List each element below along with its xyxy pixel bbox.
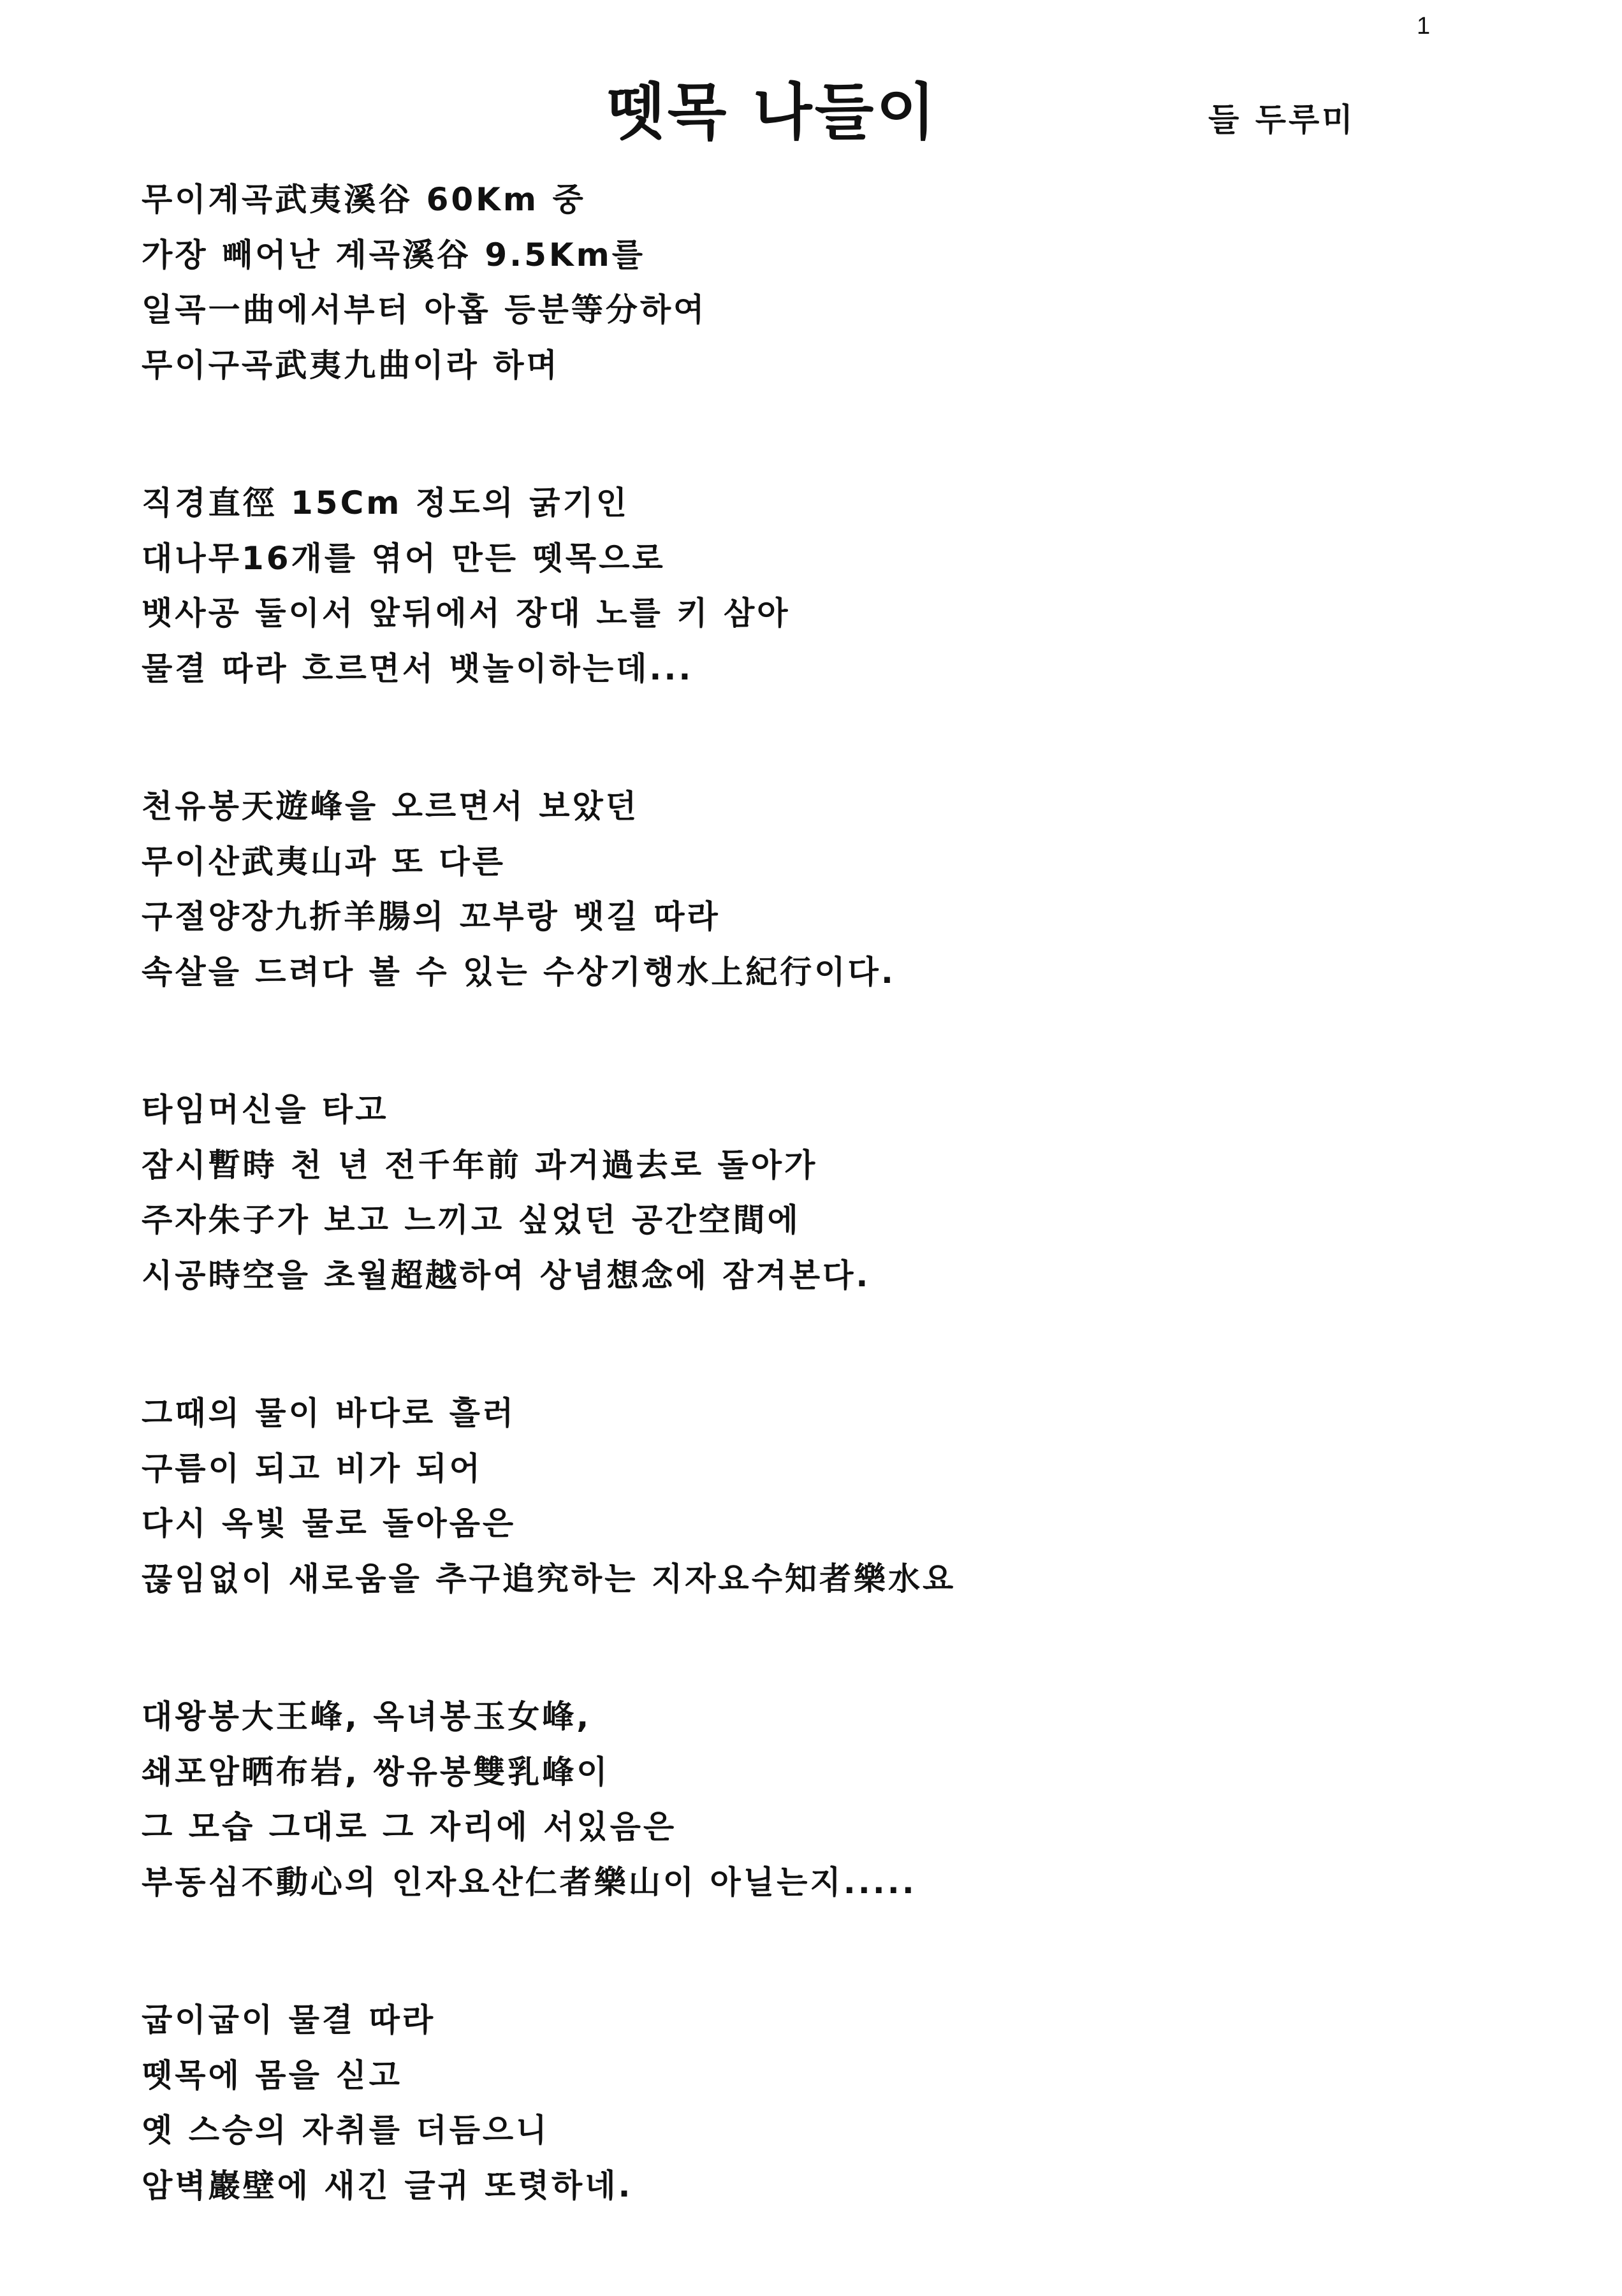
poem-line: 옛 스승의 자취를 더듬으니: [142, 2112, 550, 2149]
poem-line: 그때의 물이 바다로 흘러: [142, 1395, 516, 1432]
stanza-2: [142, 476, 1449, 696]
stanza-4: [142, 1082, 1449, 1303]
poem-line: 그 모습 그대로 그 자리에 서있음은: [142, 1808, 677, 1845]
stanza-6: [142, 1689, 1449, 1910]
poem-line: 무이구곡武夷九曲이라 하며: [142, 346, 560, 384]
poem-line: 천유봉天遊峰을 오르면서 보았던: [142, 788, 639, 825]
poem-line: 시공時空을 초월超越하여 상념想念에 잠겨본다.: [142, 1256, 871, 1294]
poem-line: 구절양장九折羊腸의 꼬부랑 뱃길 따라: [142, 898, 720, 935]
poem-line: 쇄포암晒布岩, 쌍유봉雙乳峰이: [142, 1753, 610, 1791]
poem-line: 대왕봉大王峰, 옥녀봉玉女峰,: [142, 1698, 592, 1735]
poem-line: 속살을 드려다 볼 수 있는 수상기행水上紀行이다.: [142, 953, 896, 991]
stanza-7: [142, 1993, 1449, 2213]
poem-line: 무이계곡武夷溪谷 60Km 중: [142, 181, 586, 218]
poem-line: 끊임없이 새로움을 추구追究하는 지자요수知者樂水요: [142, 1560, 956, 1597]
poem-line: 뱃사공 둘이서 앞뒤에서 장대 노를 키 삼아: [142, 595, 791, 632]
poem-author: 들 두루미: [1208, 101, 1355, 138]
poem-line: 잠시暫時 천 년 전千年前 과거過去로 돌아가: [142, 1146, 818, 1184]
stanza-5: [142, 1386, 1449, 1606]
poem-line: 부동심不動心의 인자요산仁者樂山이 아닐는지.....: [142, 1863, 917, 1901]
poem-line: 타임머신을 타고: [142, 1091, 389, 1128]
poem-line: 다시 옥빛 물로 돌아옴은: [142, 1505, 516, 1542]
poem-line: 가장 빼어난 계곡溪谷 9.5Km를: [142, 236, 646, 273]
poem-line: 암벽巖壁에 새긴 글귀 또렷하네.: [142, 2167, 633, 2204]
poem-line: 물결 따라 흐르면서 뱃놀이하는데...: [142, 650, 694, 687]
poem-line: 대나무16개를 엮어 만든 뗏목으로: [142, 539, 666, 577]
poem-body: [142, 172, 1449, 2296]
stanza-3: [142, 779, 1449, 999]
poem-line: 뗏목에 몸을 싣고: [142, 2056, 402, 2094]
poem-line: 구름이 되고 비가 되어: [142, 1450, 483, 1487]
poem-line: 무이산武夷山과 또 다른: [142, 843, 506, 880]
page-number: 1: [1417, 13, 1431, 40]
stanza-1: [142, 172, 1449, 393]
poem-title: 뗏목 나들이: [606, 76, 939, 148]
poem-line: 주자朱子가 보고 느끼고 싶었던 공간空間에: [142, 1202, 801, 1239]
poem-line: 직경直徑 15Cm 정도의 굵기인: [142, 484, 629, 521]
poem-line: 일곡一曲에서부터 아홉 등분等分하여: [142, 291, 707, 328]
poem-line: 굽이굽이 물결 따라: [142, 2002, 436, 2038]
